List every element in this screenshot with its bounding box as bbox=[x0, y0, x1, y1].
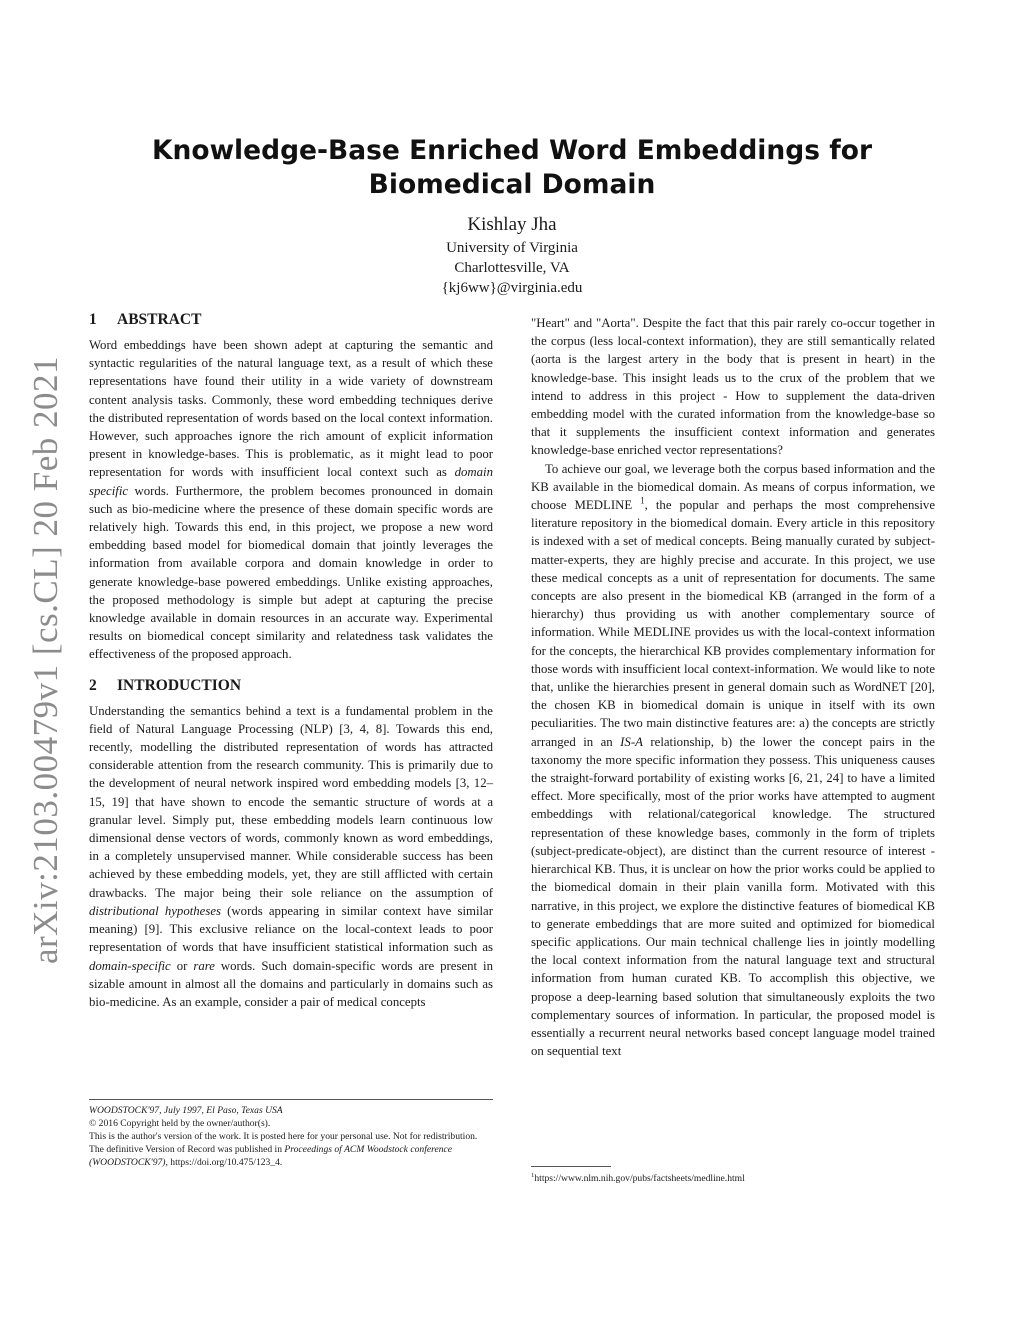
left-column bbox=[89, 310, 493, 1011]
paper-title: Knowledge-Base Enriched Word Embeddings for Biomedical Domain bbox=[151, 135, 873, 200]
medline-footnote bbox=[531, 1172, 745, 1185]
author-block bbox=[0, 212, 1024, 298]
intro-paragraph-continued: "Heart" and "Aorta". Despite the fact that this pair rarely co-occur together in the corpus (less local-context information), they are still semantically related (aorta is the largest artery in the body that is present in heart) in the knowledge-base. This insight leads us to the crux of the problem that we intend to address in this project - How to supplement the data-driven embedding model with the curated information from the knowledge-base so that it supplements the insufficient context information and generates knowledge-base enriched vector representations? bbox=[531, 316, 935, 458]
intro-paragraph-goal: To achieve our goal, we leverage both the corpus based information and the KB available in the biomedical domain. As means of corpus information, we choose MEDLINE $^1$, the popular and perhaps the most comprehensive literature repository in the biomedical domain. Every article in this repository is indexed with a set of medical concepts. Being manually curated by subject-matter-experts, they are highly precise and accurate. In this project, we use these medical concepts as a unit of representation for documents. The same concepts are also present in the biomedical KB (arranged in the form of a hierarchy) thus providing us with another complementary source of information. While MEDLINE provides us with the local-context information for the concepts, the hierarchical KB provides complementary information for those words with insufficient local context-information. We would like to note that, unlike the hierarchies present in general domain such as WordNET [20], the chosen KB in biomedical domain is unique in itself with its own peculiarities. The two main distinctive features are: a) the concepts are strictly arranged in an IS-A relationship, b) the lower the concept pairs in the taxonomy the more specific information they possess. This uniqueness causes the straight-forward portability of existing works [6, 21, 24] to have a limited effect. More specifically, most of the prior works have attempted to augment embeddings with relational/categorical knowledge. The structured representation of these knowledge bases, commonly in the form of triplets (subject-predicate-object), are distinct than the current resource of interest - hierarchical KB. Thus, it is unclear on how the prior works could be applied to the biomedical domain in their plain vanilla form. Motivated with this narrative, in this project, we explore the distinctive features of biomedical KB to generate embeddings that are more suited and optimized for biomedical specific applications. Our main technical challenge lies in jointly modelling the local context information from the natural language text and structural information from human curated KB. To accomplish this objective, we propose a deep-learning based solution that simultaneously exploits the two complementary sources of information. In particular, the proposed model is essentially a recurrent neural networks based concept language model trained on sequential text bbox=[531, 461, 936, 1059]
right-column bbox=[531, 314, 935, 1060]
author-location: Charlottesville, VA bbox=[454, 260, 570, 276]
footnote-divider bbox=[531, 1166, 611, 1167]
introduction-text: Understanding the semantics behind a text is a fundamental problem in the field of Natural Language Processing (NLP) [3, 4, 8]. Towards this end, recently, modelling the distributed representation of words has attracted considerable attention from the research community. This is primarily due to the development of neural network inspired word embedding models [3, 12–15, 19] that have shown to encode the semantic structure of words at a granular level. Simply put, these embedding models learn continuous low dimensional dense vectors of words, commonly known as word embeddings, in a completely unsupervised manner. While considerable success has been achieved by these embedding models, yet, they are still afflicted with certain drawbacks. The major being their sole reliance on the assumption of distributional hypotheses (words appearing in similar context have similar meaning) [9]. This exclusive reliance on the local-context leads to poor representation of words that have insufficient statistical information such as domain-specific or rare words. Such domain-specific words are present in sizable amount in almost all the domains and particularly in domains such as bio-medicine. As an example, consider a pair of medical concepts bbox=[89, 703, 493, 1009]
introduction-heading bbox=[89, 676, 493, 696]
copyright-line: © 2016 Copyright held by the owner/author(s). bbox=[89, 1118, 271, 1129]
section-title: INTRODUCTION bbox=[117, 676, 242, 694]
conference-info: WOODSTOCK'97, July 1997, El Paso, Texas USA bbox=[89, 1105, 283, 1116]
abstract-heading bbox=[89, 310, 493, 330]
publication-notice: This is the author's version of the work. It is posted here for your personal use. Not for redistribution. The definitive Version of Record was published in Proceedings of ACM Woodstock conference (WOODSTOCK'97), https://doi.org/10.475/123_4. bbox=[89, 1131, 478, 1168]
abstract-text: Word embeddings have been shown adept at capturing the semantic and syntactic regularities of the natural language text, as a result of which these representations have found their utility in a wide variety of downstream content analysis tasks. Commonly, these word embedding techniques derive the distributed representation of words based on the local context information. However, such approaches ignore the rich amount of explicit information present in knowledge-bases. This is problematic, as it might lead to poor representation for words with insufficient local context such as domain specific words. Furthermore, the problem becomes pronounced in domain such as bio-medicine where the presence of these domain specific words are relatively high. Towards this end, in this project, we propose a new word embedding based model for biomedical domain that jointly leverages the information from available corpora and domain knowledge in order to generate knowledge-base powered embeddings. Unlike existing approaches, the proposed methodology is simple but adept at capturing the precise knowledge available in domain resources in an accurate way. Experimental results on biomedical concept similarity and relatedness task validates the effectiveness of the proposed approach. bbox=[89, 338, 493, 662]
footnote-number: 1 bbox=[531, 1171, 535, 1179]
footnote-divider bbox=[89, 1099, 493, 1100]
footnote-url[interactable]: https://www.nlm.nih.gov/pubs/factsheets/medline.html bbox=[534, 1173, 745, 1184]
author-name: Kishlay Jha bbox=[467, 214, 557, 235]
author-email: {kj6ww}@virginia.edu bbox=[441, 280, 583, 296]
section-title: ABSTRACT bbox=[117, 311, 202, 328]
copyright-footnote bbox=[89, 1104, 493, 1169]
section-number: 1 bbox=[89, 311, 97, 328]
author-affiliation: University of Virginia bbox=[446, 240, 578, 256]
section-number: 2 bbox=[89, 676, 97, 694]
arxiv-identifier: arXiv:2103.00479v1 [cs.CL] 20 Feb 2021 bbox=[26, 355, 65, 965]
footnote-marker[interactable]: 1 bbox=[640, 495, 645, 506]
